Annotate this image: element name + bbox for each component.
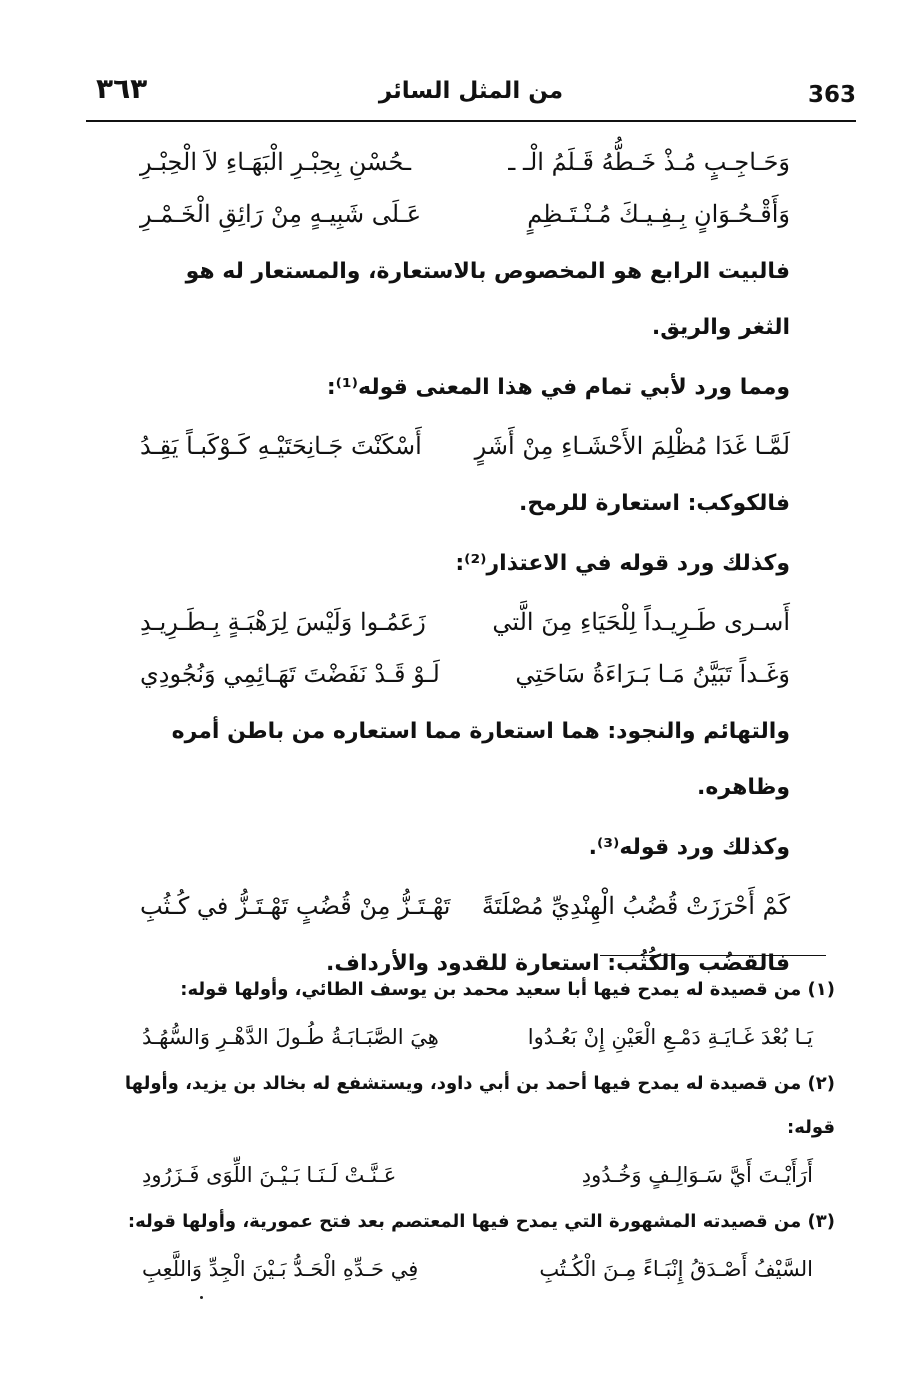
verse-hemistich: يَـا بُعْدَ غَـايَـةِ دَمْـعِ الْعَيْنِ إِنْ بَعُـدُوا (527, 1025, 813, 1049)
footnote-verse (120, 1244, 835, 1294)
verse-line (140, 648, 790, 700)
prose-paragraph: وكذلك ورد قوله في الاعتذار⁽²⁾: (455, 551, 790, 576)
prose-paragraph: ومما ورد لأبي تمام في هذا المعنى قوله⁽¹⁾: (326, 375, 790, 400)
verse-hemistich: لَمَّـا غَدَا مُظْلِمَ الأَحْشَـاءِ مِنْ أَشَرٍ (474, 432, 790, 460)
verse-hemistich: أَسْكَنْتَ جَـانِحَتَيْـهِ كَـوْكَبـاً يَقِـدُ (140, 432, 422, 460)
verse-hemistich: ـحُسْنِ بِحِبْـرِ الْبَهَـاءِ لاَ الْحِبْـرِ (140, 148, 411, 176)
verse-hemistich: كَمْ أَحْرَزَتْ قُضُبُ الْهِنْدِيِّ مُصْلَتَةً (481, 892, 790, 920)
prose-paragraph: فالكوكب: استعارة للرمح. (519, 491, 790, 516)
prose-paragraph: والتهائم والنجود: هما استعارة مما استعاره من باطن أمره وظاهره. (171, 719, 790, 800)
verse-line (140, 420, 790, 472)
header-rule (86, 120, 856, 122)
page-number-latin: 363 (807, 82, 856, 108)
page-header (86, 68, 856, 124)
footnote-3: (٣) من قصيدته المشهورة التي يمدح فيها المعتصم بعد فتح عمورية، وأولها قوله: (127, 1211, 835, 1232)
main-text (140, 136, 790, 996)
verse-hemistich: أَرَأَيْـتَ أَيَّ سَـوَالِـفٍ وَخُـدُودِ (581, 1163, 813, 1187)
ink-dot (200, 1296, 203, 1299)
verse-line (140, 188, 790, 240)
verse-hemistich: زَعَمُـوا وَلَيْسَ لِرَهْبَـةٍ بِـطَـرِيـدِ (140, 608, 426, 636)
footnote-separator (600, 955, 826, 956)
page-number-arabic: ٣٦٣ (96, 72, 148, 105)
footnote-verse (120, 1150, 835, 1200)
verse-hemistich: السَّيْفُ أَصْـدَقُ إِنْبَـاءً مِـنَ الْكُـتُبِ (539, 1257, 813, 1281)
verse-line (140, 880, 790, 932)
verse-hemistich: فِي حَـدِّهِ الْحَـدُّ بَـيْنَ الْجِدِّ وَاللَّعِبِ (142, 1257, 419, 1281)
verse-hemistich: عَـنَّـتْ لَـنَـا بَـيْـنَ اللِّوَى فَـزَرُودِ (142, 1163, 397, 1187)
verse-line (140, 596, 790, 648)
verse-hemistich: تَهْـتَـزُّ مِنْ قُضُبٍ تَهْـتَـزُّ في كُـثُبِ (140, 892, 451, 920)
verse-line (140, 136, 790, 188)
footnote-2: (٢) من قصيدة له يمدح فيها أحمد بن أبي داود، ويستشفع له بخالد بن يزيد، وأولها قوله: (124, 1073, 835, 1138)
verse-hemistich: لَـوْ قَـدْ نَفَضْتَ تَهَـائِمِي وَنُجُودِي (140, 660, 440, 688)
verse-hemistich: هِيَ الصَّبَـابَـةُ طُـولَ الدَّهْـرِ وَالسُّهُـدُ (142, 1025, 439, 1049)
verse-hemistich: أَسـرى طَـرِيـداً لِلْحَيَاءِ مِنَ الَّتي (492, 608, 790, 636)
prose-paragraph: فالقضُب والكُثُب: استعارة للقدود والأرداف. (326, 951, 790, 976)
prose-paragraph: فالبيت الرابع هو المخصوص بالاستعارة، والمستعار له هو الثغر والريق. (185, 259, 790, 340)
verse-hemistich: وَحَـاجِـبٍ مُـذْ خَـطُّهُ قَـلَمُ الْـ ـ (508, 148, 790, 176)
verse-hemistich: عَـلَى شَبِيـهٍ مِنْ رَائِقِ الْخَـمْـرِ (140, 200, 422, 228)
prose-paragraph: وكذلك ورد قوله⁽³⁾. (588, 835, 790, 860)
running-title: من المثل السائر (378, 78, 564, 104)
footnotes (120, 968, 835, 1294)
verse-hemistich: وَغَـداً تَبَيَّنُ مَـا بَـرَاءَةُ سَاحَتِي (515, 660, 790, 688)
footnote-1: (١) من قصيدة له يمدح فيها أبا سعيد محمد بن يوسف الطائي، وأولها قوله: (180, 979, 835, 1000)
verse-hemistich: وَأَقْـحُـوَانٍ بِـفِـيـكَ مُـنْـتَـظِمٍ (527, 200, 790, 228)
footnote-verse (120, 1012, 835, 1062)
